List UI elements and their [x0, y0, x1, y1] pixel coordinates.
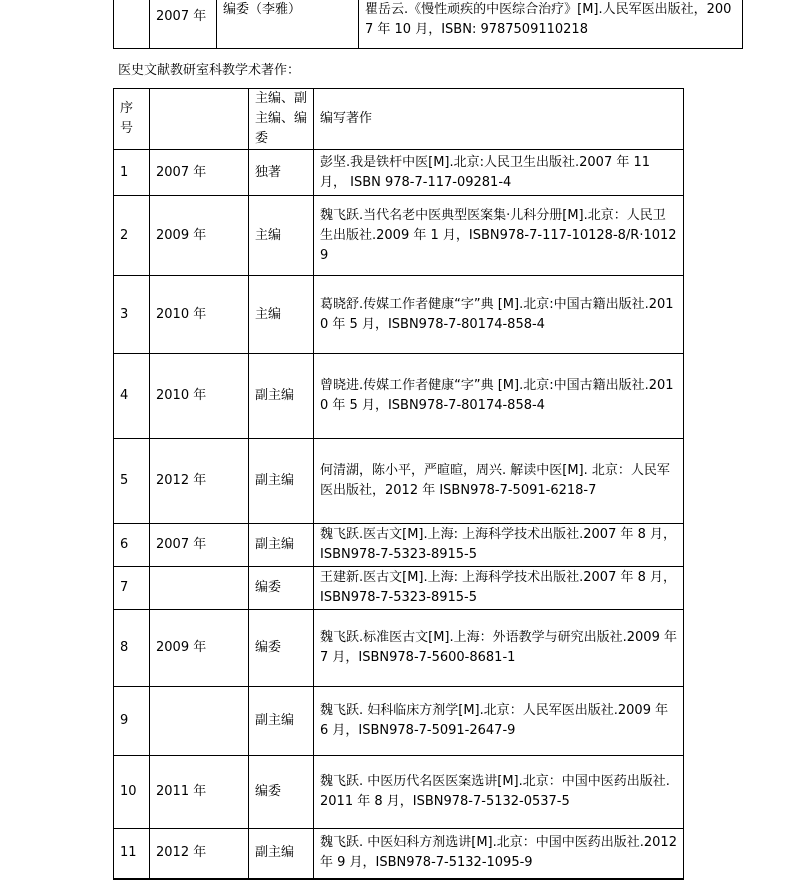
year-cell: 2009 年 [150, 196, 249, 276]
seq-cell: 3 [114, 276, 150, 354]
seq-cell: 11 [114, 829, 150, 879]
table-row [114, 150, 684, 196]
seq-cell: 10 [114, 756, 150, 829]
role-cell: 主编 [249, 196, 314, 276]
work-cell: 魏飞跃.标准医古文[M].上海：外语教学与研究出版社.2009 年 7 月，ISBN978-7-5600-8681-1 [314, 610, 684, 687]
work-cell: 瞿岳云.《慢性顽疾的中医综合治疗》[M].人民军医出版社，2007 年 10 月，ISBN: 9787509110218 [359, 0, 743, 49]
publications-table [113, 88, 684, 880]
table-row [114, 196, 684, 276]
seq-cell: 2 [114, 196, 150, 276]
year-cell: 2010 年 [150, 276, 249, 354]
role-cell: 主编 [249, 276, 314, 354]
seq-cell: 5 [114, 439, 150, 524]
work-cell: 魏飞跃.医古文[M].上海: 上海科学技术出版社.2007 年 8 月，ISBN978-7-5323-8915-5 [314, 524, 684, 567]
year-cell [150, 567, 249, 610]
seq-cell: 1 [114, 150, 150, 196]
role-cell: 编委 [249, 567, 314, 610]
header-seq: 序号 [114, 89, 150, 150]
work-cell: 曾晓进.传媒工作者健康“字”典 [M].北京:中国古籍出版社.2010 年 5 月，ISBN978-7-80174-858-4 [314, 354, 684, 439]
year-cell [150, 687, 249, 756]
role-cell: 编委 [249, 756, 314, 829]
role-cell: 副主编 [249, 687, 314, 756]
role-cell: 编委 [249, 610, 314, 687]
work-cell: 魏飞跃. 中医历代名医医案选讲[M].北京：中国中医药出版社.2011 年 8 月，ISBN978-7-5132-0537-5 [314, 756, 684, 829]
work-cell: 魏飞跃. 妇科临床方剂学[M].北京：人民军医出版社.2009 年 6 月，ISBN978-7-5091-2647-9 [314, 687, 684, 756]
publications-table-container [113, 88, 684, 880]
seq-cell: 8 [114, 610, 150, 687]
role-cell: 副主编 [249, 354, 314, 439]
section-heading: 医史文献教研室科教学术著作： [118, 63, 301, 78]
header-role: 主编、副主编、编委 [249, 89, 314, 150]
role-cell: 副主编 [249, 439, 314, 524]
table-row [114, 687, 684, 756]
year-cell: 2010 年 [150, 354, 249, 439]
role-cell: 副主编 [249, 524, 314, 567]
table-row [114, 829, 684, 879]
seq-cell: 4 [114, 354, 150, 439]
year-cell: 2007 年 [150, 0, 217, 49]
year-cell: 2012 年 [150, 829, 249, 879]
table-row [114, 276, 684, 354]
year-cell: 2009 年 [150, 610, 249, 687]
seq-cell: 6 [114, 524, 150, 567]
table-row [114, 439, 684, 524]
table-row [114, 524, 684, 567]
seq-cell: 9 [114, 687, 150, 756]
work-cell: 何清湖，陈小平，严暄暄，周兴. 解读中医[M]. 北京：人民军医出版社，2012 年 ISBN978-7-5091-6218-7 [314, 439, 684, 524]
table-row [114, 354, 684, 439]
header-row [114, 89, 684, 150]
role-cell: 独著 [249, 150, 314, 196]
table-row [114, 756, 684, 829]
header-year [150, 89, 249, 150]
work-cell: 王建新.医古文[M].上海: 上海科学技术出版社.2007 年 8 月，ISBN978-7-5323-8915-5 [314, 567, 684, 610]
work-cell: 葛晓舒.传媒工作者健康“字”典 [M].北京:中国古籍出版社.2010 年 5 月，ISBN978-7-80174-858-4 [314, 276, 684, 354]
table-row [114, 0, 743, 49]
seq-cell [114, 0, 150, 49]
work-cell: 魏飞跃.当代名老中医典型医案集·儿科分册[M].北京：人民卫生出版社.2009 年 1 月，ISBN978-7-117-10128-8/R·10129 [314, 196, 684, 276]
year-cell: 2007 年 [150, 524, 249, 567]
work-cell: 彭坚.我是铁杆中医[M].北京:人民卫生出版社.2007 年 11 月， ISBN 978-7-117-09281-4 [314, 150, 684, 196]
role-cell: 编委（李雅） [217, 0, 359, 49]
header-work: 编写著作 [314, 89, 684, 150]
table-row [114, 610, 684, 687]
previous-table-fragment [113, 0, 743, 49]
fragment-table [113, 0, 743, 49]
year-cell: 2011 年 [150, 756, 249, 829]
seq-cell: 7 [114, 567, 150, 610]
table-row [114, 567, 684, 610]
year-cell: 2007 年 [150, 150, 249, 196]
role-cell: 副主编 [249, 829, 314, 879]
work-cell: 魏飞跃. 中医妇科方剂选讲[M].北京：中国中医药出版社.2012 年 9 月，ISBN978-7-5132-1095-9 [314, 829, 684, 879]
year-cell: 2012 年 [150, 439, 249, 524]
